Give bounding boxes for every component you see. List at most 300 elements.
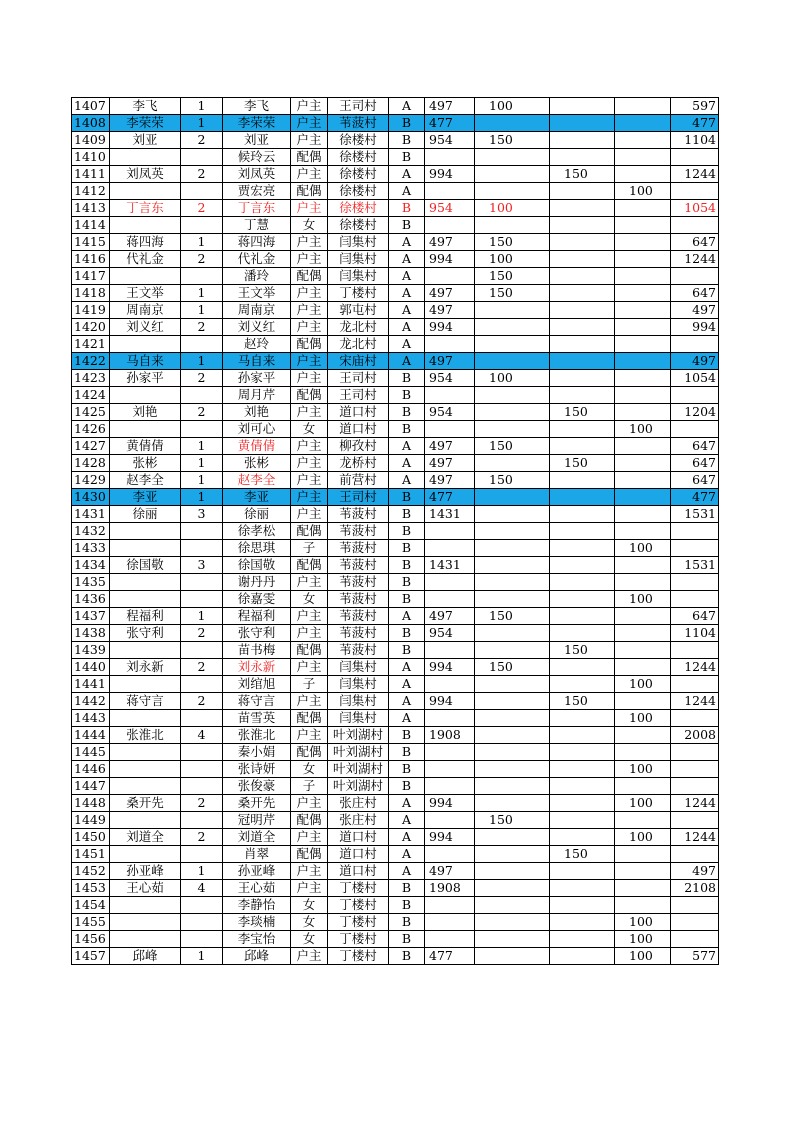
subsidy-3-cell bbox=[615, 880, 671, 897]
total-cell bbox=[671, 591, 719, 608]
member-name-cell: 秦小娟 bbox=[223, 744, 291, 761]
subsidy-1-cell bbox=[475, 421, 550, 438]
household-head-cell bbox=[110, 540, 181, 557]
subsidy-1-cell bbox=[475, 744, 550, 761]
table-row bbox=[72, 234, 719, 251]
relation-cell: 户主 bbox=[291, 727, 328, 744]
subsidy-3-cell bbox=[615, 149, 671, 166]
relation-cell: 户主 bbox=[291, 132, 328, 149]
class-cell: B bbox=[389, 421, 425, 438]
village-cell: 龙北村 bbox=[328, 319, 389, 336]
subsidy-2-cell bbox=[550, 897, 615, 914]
base-amount-cell bbox=[425, 761, 475, 778]
subsidy-3-cell: 100 bbox=[615, 676, 671, 693]
subsidy-3-cell: 100 bbox=[615, 540, 671, 557]
table-row bbox=[72, 795, 719, 812]
row-number-cell: 1437 bbox=[72, 608, 110, 625]
class-cell: B bbox=[389, 625, 425, 642]
row-number-cell: 1412 bbox=[72, 183, 110, 200]
base-amount-cell: 994 bbox=[425, 251, 475, 268]
subsidy-1-cell bbox=[475, 625, 550, 642]
table-row bbox=[72, 863, 719, 880]
subsidy-1-cell: 100 bbox=[475, 98, 550, 115]
relation-cell: 户主 bbox=[291, 200, 328, 217]
relation-cell: 子 bbox=[291, 540, 328, 557]
subsidy-1-cell: 150 bbox=[475, 472, 550, 489]
subsidy-2-cell bbox=[550, 948, 615, 965]
total-cell: 497 bbox=[671, 863, 719, 880]
subsidy-1-cell: 150 bbox=[475, 812, 550, 829]
base-amount-cell bbox=[425, 217, 475, 234]
relation-cell: 女 bbox=[291, 761, 328, 778]
relation-cell: 配偶 bbox=[291, 710, 328, 727]
class-cell: A bbox=[389, 353, 425, 370]
member-name-cell: 李静怡 bbox=[223, 897, 291, 914]
subsidy-3-cell bbox=[615, 489, 671, 506]
base-amount-cell: 994 bbox=[425, 693, 475, 710]
base-amount-cell bbox=[425, 914, 475, 931]
village-cell: 丁楼村 bbox=[328, 931, 389, 948]
household-head-cell: 孙亚峰 bbox=[110, 863, 181, 880]
total-cell: 477 bbox=[671, 489, 719, 506]
row-number-cell: 1415 bbox=[72, 234, 110, 251]
member-name-cell: 刘艳 bbox=[223, 404, 291, 421]
household-head-cell bbox=[110, 846, 181, 863]
table-row bbox=[72, 931, 719, 948]
village-cell: 柳孜村 bbox=[328, 438, 389, 455]
household-head-cell: 王文举 bbox=[110, 285, 181, 302]
subsidy-3-cell: 100 bbox=[615, 948, 671, 965]
relation-cell: 户主 bbox=[291, 829, 328, 846]
class-cell: A bbox=[389, 863, 425, 880]
subsidy-1-cell bbox=[475, 591, 550, 608]
table-row bbox=[72, 778, 719, 795]
household-head-cell: 刘凤英 bbox=[110, 166, 181, 183]
subsidy-3-cell: 100 bbox=[615, 931, 671, 948]
village-cell: 张庄村 bbox=[328, 812, 389, 829]
class-cell: A bbox=[389, 336, 425, 353]
base-amount-cell bbox=[425, 676, 475, 693]
subsidy-3-cell bbox=[615, 268, 671, 285]
household-head-cell bbox=[110, 149, 181, 166]
total-cell: 1104 bbox=[671, 625, 719, 642]
subsidy-1-cell bbox=[475, 183, 550, 200]
total-cell: 1204 bbox=[671, 404, 719, 421]
subsidy-2-cell bbox=[550, 676, 615, 693]
base-amount-cell: 497 bbox=[425, 234, 475, 251]
member-count-cell: 2 bbox=[181, 404, 223, 421]
total-cell bbox=[671, 183, 719, 200]
table-row bbox=[72, 948, 719, 965]
village-cell: 叶刘湖村 bbox=[328, 727, 389, 744]
member-count-cell: 1 bbox=[181, 234, 223, 251]
member-name-cell: 孙家平 bbox=[223, 370, 291, 387]
member-count-cell: 4 bbox=[181, 880, 223, 897]
household-head-cell: 刘义红 bbox=[110, 319, 181, 336]
village-cell: 王司村 bbox=[328, 387, 389, 404]
village-cell: 闫集村 bbox=[328, 659, 389, 676]
subsidy-2-cell bbox=[550, 812, 615, 829]
total-cell bbox=[671, 540, 719, 557]
subsidy-3-cell: 100 bbox=[615, 183, 671, 200]
subsidy-1-cell bbox=[475, 523, 550, 540]
subsidy-1-cell bbox=[475, 455, 550, 472]
base-amount-cell: 994 bbox=[425, 829, 475, 846]
relation-cell: 女 bbox=[291, 421, 328, 438]
village-cell: 闫集村 bbox=[328, 251, 389, 268]
relation-cell: 户主 bbox=[291, 625, 328, 642]
subsidy-3-cell bbox=[615, 523, 671, 540]
household-head-cell: 张彬 bbox=[110, 455, 181, 472]
subsidy-1-cell bbox=[475, 319, 550, 336]
subsidy-1-cell bbox=[475, 506, 550, 523]
base-amount-cell: 497 bbox=[425, 98, 475, 115]
table-row bbox=[72, 812, 719, 829]
total-cell bbox=[671, 846, 719, 863]
subsidy-3-cell bbox=[615, 506, 671, 523]
class-cell: B bbox=[389, 149, 425, 166]
relation-cell: 配偶 bbox=[291, 744, 328, 761]
class-cell: B bbox=[389, 540, 425, 557]
row-number-cell: 1449 bbox=[72, 812, 110, 829]
member-count-cell bbox=[181, 387, 223, 404]
subsidy-1-cell bbox=[475, 149, 550, 166]
row-number-cell: 1452 bbox=[72, 863, 110, 880]
base-amount-cell: 954 bbox=[425, 625, 475, 642]
row-number-cell: 1457 bbox=[72, 948, 110, 965]
household-head-cell: 代礼金 bbox=[110, 251, 181, 268]
table-row bbox=[72, 302, 719, 319]
relation-cell: 女 bbox=[291, 591, 328, 608]
household-head-cell bbox=[110, 676, 181, 693]
subsidy-3-cell bbox=[615, 693, 671, 710]
table-row bbox=[72, 744, 719, 761]
subsidy-1-cell bbox=[475, 931, 550, 948]
member-name-cell: 李宝怡 bbox=[223, 931, 291, 948]
village-cell: 龙桥村 bbox=[328, 455, 389, 472]
total-cell bbox=[671, 914, 719, 931]
relation-cell: 户主 bbox=[291, 285, 328, 302]
subsidy-3-cell bbox=[615, 370, 671, 387]
row-number-cell: 1444 bbox=[72, 727, 110, 744]
village-cell: 丁楼村 bbox=[328, 948, 389, 965]
village-cell: 张庄村 bbox=[328, 795, 389, 812]
relation-cell: 配偶 bbox=[291, 523, 328, 540]
relation-cell: 配偶 bbox=[291, 149, 328, 166]
row-number-cell: 1443 bbox=[72, 710, 110, 727]
village-cell: 叶刘湖村 bbox=[328, 761, 389, 778]
relation-cell: 户主 bbox=[291, 404, 328, 421]
subsidy-1-cell: 100 bbox=[475, 200, 550, 217]
subsidy-1-cell: 100 bbox=[475, 251, 550, 268]
table-row bbox=[72, 506, 719, 523]
base-amount-cell bbox=[425, 268, 475, 285]
member-count-cell bbox=[181, 574, 223, 591]
member-name-cell: 张彬 bbox=[223, 455, 291, 472]
member-name-cell: 程福利 bbox=[223, 608, 291, 625]
row-number-cell: 1432 bbox=[72, 523, 110, 540]
member-count-cell: 2 bbox=[181, 251, 223, 268]
member-name-cell: 肖翠 bbox=[223, 846, 291, 863]
subsidy-3-cell bbox=[615, 608, 671, 625]
subsidy-1-cell: 100 bbox=[475, 370, 550, 387]
total-cell bbox=[671, 761, 719, 778]
subsidy-2-cell: 150 bbox=[550, 455, 615, 472]
base-amount-cell: 477 bbox=[425, 948, 475, 965]
subsidy-2-cell bbox=[550, 761, 615, 778]
subsidy-1-cell: 150 bbox=[475, 659, 550, 676]
subsidy-3-cell bbox=[615, 251, 671, 268]
subsidy-2-cell bbox=[550, 727, 615, 744]
row-number-cell: 1445 bbox=[72, 744, 110, 761]
member-name-cell: 李琰楠 bbox=[223, 914, 291, 931]
total-cell: 497 bbox=[671, 302, 719, 319]
subsidy-2-cell: 150 bbox=[550, 404, 615, 421]
base-amount-cell bbox=[425, 812, 475, 829]
subsidy-3-cell bbox=[615, 812, 671, 829]
village-cell: 徐楼村 bbox=[328, 149, 389, 166]
subsidy-1-cell bbox=[475, 710, 550, 727]
row-number-cell: 1424 bbox=[72, 387, 110, 404]
base-amount-cell: 1908 bbox=[425, 880, 475, 897]
member-count-cell: 2 bbox=[181, 370, 223, 387]
subsidy-2-cell bbox=[550, 387, 615, 404]
household-head-cell bbox=[110, 387, 181, 404]
subsidy-3-cell bbox=[615, 285, 671, 302]
household-head-cell bbox=[110, 183, 181, 200]
member-count-cell: 3 bbox=[181, 557, 223, 574]
relation-cell: 户主 bbox=[291, 659, 328, 676]
village-cell: 徐楼村 bbox=[328, 132, 389, 149]
total-cell: 1244 bbox=[671, 251, 719, 268]
total-cell bbox=[671, 710, 719, 727]
member-name-cell: 赵玲 bbox=[223, 336, 291, 353]
member-count-cell bbox=[181, 676, 223, 693]
row-number-cell: 1413 bbox=[72, 200, 110, 217]
relation-cell: 女 bbox=[291, 931, 328, 948]
subsidy-3-cell bbox=[615, 659, 671, 676]
base-amount-cell: 497 bbox=[425, 472, 475, 489]
relation-cell: 配偶 bbox=[291, 846, 328, 863]
subsidy-3-cell: 100 bbox=[615, 795, 671, 812]
base-amount-cell bbox=[425, 710, 475, 727]
total-cell: 647 bbox=[671, 438, 719, 455]
total-cell bbox=[671, 523, 719, 540]
member-name-cell: 贾宏亮 bbox=[223, 183, 291, 200]
total-cell: 497 bbox=[671, 353, 719, 370]
relation-cell: 户主 bbox=[291, 370, 328, 387]
member-count-cell: 2 bbox=[181, 829, 223, 846]
table-row bbox=[72, 897, 719, 914]
member-name-cell: 张诗妍 bbox=[223, 761, 291, 778]
row-number-cell: 1420 bbox=[72, 319, 110, 336]
total-cell: 1244 bbox=[671, 659, 719, 676]
member-count-cell: 1 bbox=[181, 115, 223, 132]
base-amount-cell: 497 bbox=[425, 438, 475, 455]
base-amount-cell: 477 bbox=[425, 489, 475, 506]
base-amount-cell: 954 bbox=[425, 404, 475, 421]
total-cell: 597 bbox=[671, 98, 719, 115]
table-row bbox=[72, 880, 719, 897]
member-name-cell: 刘可心 bbox=[223, 421, 291, 438]
subsidy-3-cell: 100 bbox=[615, 761, 671, 778]
member-count-cell: 1 bbox=[181, 608, 223, 625]
relation-cell: 户主 bbox=[291, 438, 328, 455]
total-cell: 2108 bbox=[671, 880, 719, 897]
member-count-cell bbox=[181, 931, 223, 948]
subsidy-3-cell: 100 bbox=[615, 914, 671, 931]
household-head-cell: 李飞 bbox=[110, 98, 181, 115]
subsidy-1-cell: 150 bbox=[475, 234, 550, 251]
member-name-cell: 邱峰 bbox=[223, 948, 291, 965]
total-cell bbox=[671, 676, 719, 693]
base-amount-cell: 994 bbox=[425, 659, 475, 676]
total-cell bbox=[671, 574, 719, 591]
member-count-cell: 2 bbox=[181, 132, 223, 149]
subsidy-1-cell: 150 bbox=[475, 132, 550, 149]
subsidy-3-cell bbox=[615, 778, 671, 795]
subsidy-2-cell bbox=[550, 523, 615, 540]
table-row bbox=[72, 693, 719, 710]
row-number-cell: 1436 bbox=[72, 591, 110, 608]
total-cell: 2008 bbox=[671, 727, 719, 744]
subsidy-2-cell bbox=[550, 710, 615, 727]
subsidy-3-cell bbox=[615, 217, 671, 234]
base-amount-cell bbox=[425, 778, 475, 795]
subsidy-1-cell bbox=[475, 676, 550, 693]
class-cell: A bbox=[389, 812, 425, 829]
table-row bbox=[72, 591, 719, 608]
relation-cell: 户主 bbox=[291, 795, 328, 812]
class-cell: A bbox=[389, 693, 425, 710]
table-row bbox=[72, 183, 719, 200]
subsidy-1-cell bbox=[475, 404, 550, 421]
village-cell: 道口村 bbox=[328, 829, 389, 846]
class-cell: A bbox=[389, 285, 425, 302]
subsidy-3-cell bbox=[615, 234, 671, 251]
subsidy-2-cell bbox=[550, 659, 615, 676]
row-number-cell: 1431 bbox=[72, 506, 110, 523]
row-number-cell: 1421 bbox=[72, 336, 110, 353]
member-count-cell bbox=[181, 591, 223, 608]
member-count-cell: 2 bbox=[181, 166, 223, 183]
row-number-cell: 1442 bbox=[72, 693, 110, 710]
household-head-cell: 邱峰 bbox=[110, 948, 181, 965]
subsidy-3-cell bbox=[615, 897, 671, 914]
member-name-cell: 徐国敬 bbox=[223, 557, 291, 574]
member-count-cell: 1 bbox=[181, 948, 223, 965]
row-number-cell: 1435 bbox=[72, 574, 110, 591]
member-count-cell: 1 bbox=[181, 438, 223, 455]
total-cell bbox=[671, 812, 719, 829]
village-cell: 丁楼村 bbox=[328, 285, 389, 302]
table-row bbox=[72, 642, 719, 659]
subsidy-2-cell bbox=[550, 472, 615, 489]
table-row bbox=[72, 387, 719, 404]
subsidy-3-cell: 100 bbox=[615, 829, 671, 846]
subsidy-2-cell bbox=[550, 829, 615, 846]
table-row bbox=[72, 659, 719, 676]
member-name-cell: 张俊豪 bbox=[223, 778, 291, 795]
member-name-cell: 桑开先 bbox=[223, 795, 291, 812]
total-cell: 647 bbox=[671, 472, 719, 489]
subsidy-1-cell bbox=[475, 846, 550, 863]
relation-cell: 户主 bbox=[291, 574, 328, 591]
table-row bbox=[72, 557, 719, 574]
table-row bbox=[72, 761, 719, 778]
subsidy-3-cell bbox=[615, 200, 671, 217]
class-cell: A bbox=[389, 268, 425, 285]
household-head-cell bbox=[110, 421, 181, 438]
base-amount-cell: 1431 bbox=[425, 506, 475, 523]
village-cell: 苇菠村 bbox=[328, 115, 389, 132]
member-name-cell: 李荣荣 bbox=[223, 115, 291, 132]
member-count-cell: 2 bbox=[181, 200, 223, 217]
relation-cell: 配偶 bbox=[291, 557, 328, 574]
household-head-cell bbox=[110, 574, 181, 591]
class-cell: B bbox=[389, 574, 425, 591]
household-head-cell: 黄倩倩 bbox=[110, 438, 181, 455]
table-row bbox=[72, 727, 719, 744]
relation-cell: 配偶 bbox=[291, 336, 328, 353]
member-name-cell: 冠明芹 bbox=[223, 812, 291, 829]
member-name-cell: 蒋四海 bbox=[223, 234, 291, 251]
total-cell: 1244 bbox=[671, 795, 719, 812]
row-number-cell: 1407 bbox=[72, 98, 110, 115]
subsidy-2-cell: 150 bbox=[550, 166, 615, 183]
table-row bbox=[72, 404, 719, 421]
relation-cell: 户主 bbox=[291, 880, 328, 897]
subsidy-1-cell bbox=[475, 489, 550, 506]
member-count-cell: 2 bbox=[181, 625, 223, 642]
subsidy-2-cell bbox=[550, 625, 615, 642]
member-count-cell bbox=[181, 761, 223, 778]
class-cell: A bbox=[389, 659, 425, 676]
row-number-cell: 1438 bbox=[72, 625, 110, 642]
member-name-cell: 李飞 bbox=[223, 98, 291, 115]
village-cell: 道口村 bbox=[328, 863, 389, 880]
class-cell: B bbox=[389, 591, 425, 608]
relation-cell: 户主 bbox=[291, 608, 328, 625]
member-name-cell: 苗雪英 bbox=[223, 710, 291, 727]
class-cell: B bbox=[389, 115, 425, 132]
total-cell: 477 bbox=[671, 115, 719, 132]
subsidy-1-cell bbox=[475, 540, 550, 557]
village-cell: 徐楼村 bbox=[328, 166, 389, 183]
class-cell: A bbox=[389, 795, 425, 812]
member-count-cell bbox=[181, 149, 223, 166]
subsidy-2-cell bbox=[550, 795, 615, 812]
class-cell: B bbox=[389, 948, 425, 965]
subsidy-2-cell bbox=[550, 591, 615, 608]
subsidy-3-cell bbox=[615, 438, 671, 455]
village-cell: 苇菠村 bbox=[328, 608, 389, 625]
member-name-cell: 王文举 bbox=[223, 285, 291, 302]
member-count-cell: 1 bbox=[181, 863, 223, 880]
subsidy-1-cell bbox=[475, 948, 550, 965]
total-cell: 1244 bbox=[671, 829, 719, 846]
household-head-cell: 丁言东 bbox=[110, 200, 181, 217]
member-count-cell bbox=[181, 183, 223, 200]
table-body bbox=[72, 98, 719, 965]
household-head-cell bbox=[110, 523, 181, 540]
member-name-cell: 李亚 bbox=[223, 489, 291, 506]
row-number-cell: 1450 bbox=[72, 829, 110, 846]
household-head-cell bbox=[110, 744, 181, 761]
subsidy-1-cell bbox=[475, 115, 550, 132]
household-head-cell: 孙家平 bbox=[110, 370, 181, 387]
subsidy-2-cell bbox=[550, 268, 615, 285]
